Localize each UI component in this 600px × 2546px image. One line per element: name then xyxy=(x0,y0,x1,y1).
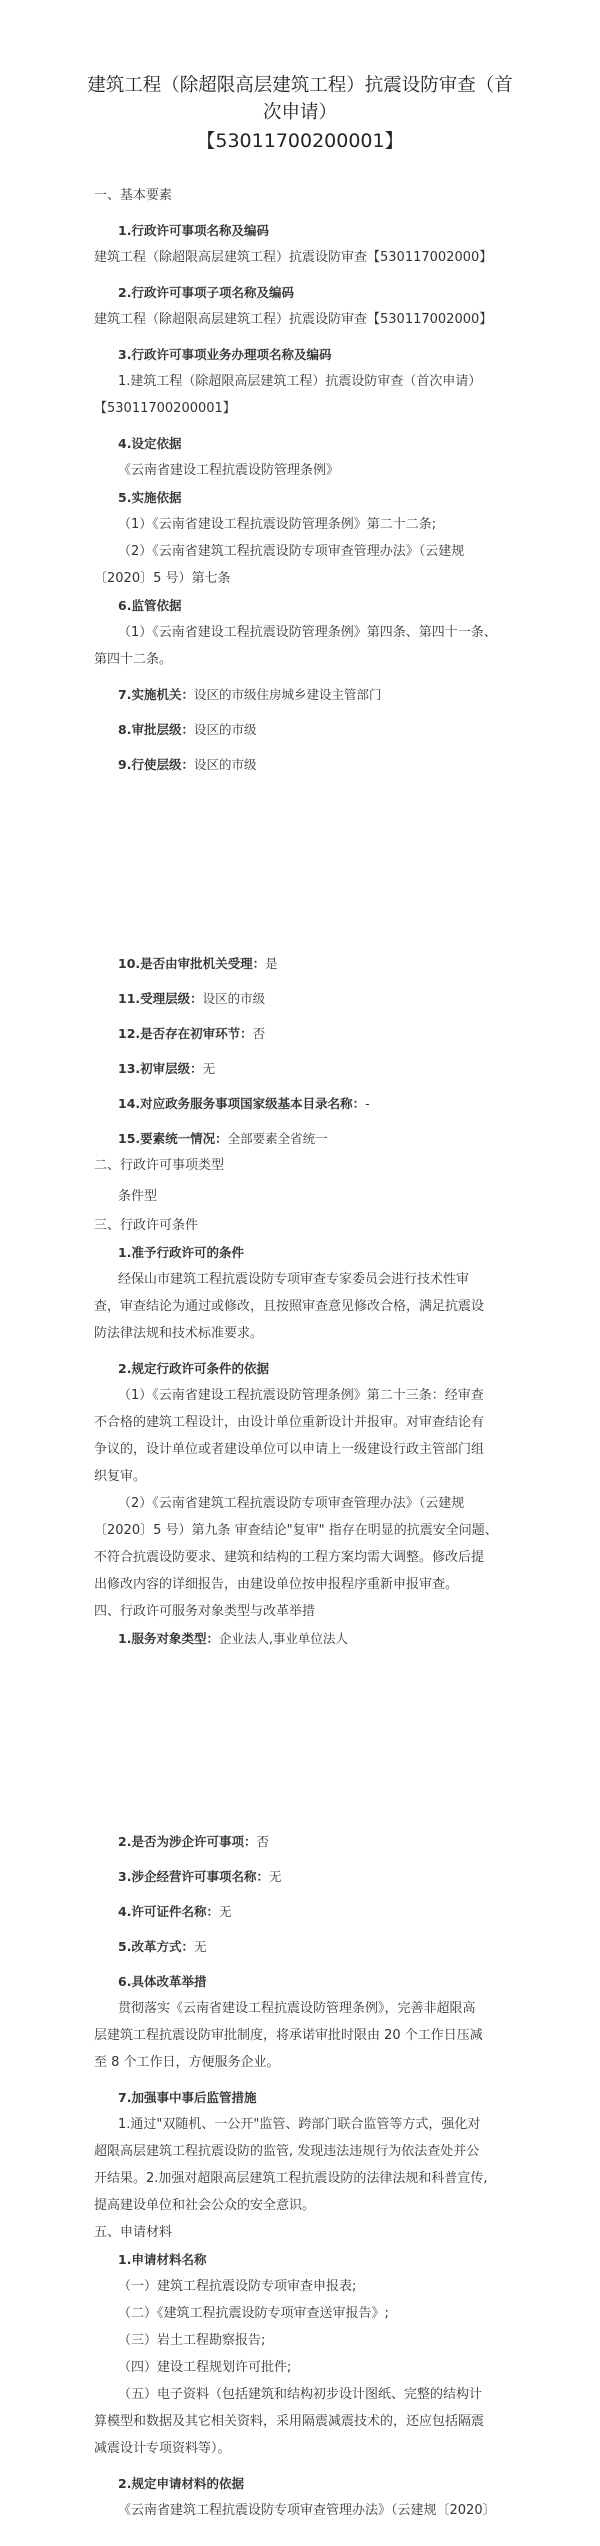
reform-5-value: 无 xyxy=(193,1939,207,1954)
condition-2-a-3: 争议的，设计单位或者建设单位可以申请上一级建设行政主管部门组 xyxy=(94,1442,485,1457)
reform-3 xyxy=(94,1863,513,1890)
item-8-value: 设区的市级 xyxy=(193,722,257,737)
condition-2-b-1: （2）《云南省建筑工程抗震设防专项审查管理办法》（云建规 xyxy=(118,1496,465,1511)
item-3-code: 【53011700200001】 xyxy=(94,401,236,416)
reform-5 xyxy=(94,1933,513,1960)
item-5-text-1: （1）《云南省建设工程抗震设防管理条例》第二十二条; xyxy=(118,517,437,532)
reform-6-label: 6.具体改革举措 xyxy=(118,1974,207,1989)
condition-1-line-1: 经保山市建筑工程抗震设防专项审查专家委员会进行技术性审 xyxy=(118,1272,470,1287)
section-heading-conditions: 三、行政许可条件 xyxy=(94,1218,199,1233)
condition-2-a-4: 织复审。 xyxy=(94,1469,147,1484)
item-8-label: 8.审批层级： xyxy=(118,722,194,737)
page-title xyxy=(60,72,540,126)
condition-1-line-3: 防法律法规和技术标准要求。 xyxy=(94,1326,264,1341)
reform-6-line-1: 贯彻落实《云南省建设工程抗震设防管理条例》，完善非超限高 xyxy=(118,2001,476,2016)
reform-4-label: 4.许可证件名称： xyxy=(118,1904,219,1919)
item-7-label: 7.实施机关： xyxy=(118,687,194,702)
material-item-b: （二）《建筑工程抗震设防专项审查送审报告》; xyxy=(118,2306,389,2321)
item-7 xyxy=(94,681,513,708)
item-9-label: 9.行使层级： xyxy=(118,757,194,772)
material-item-e-2: 算模型和数据及其它相关资料，采用隔震减震技术的，还应包括隔震 xyxy=(94,2414,485,2429)
condition-2-b-3: 不符合抗震设防要求、建筑和结构的工程方案均需大调整。修改后提 xyxy=(94,1550,485,1565)
reform-2-value: 否 xyxy=(256,1834,269,1849)
item-1-text: 建筑工程（除超限高层建筑工程）抗震设防审查【530117002000】 xyxy=(94,250,493,265)
item-13 xyxy=(94,1055,513,1082)
item-10-label: 10.是否由审批机关受理： xyxy=(118,956,266,971)
condition-2-b-2: 〔2020〕5 号）第九条 审查结论"复审" 指存在明显的抗震安全问题、 xyxy=(94,1523,498,1538)
item-10-value: 是 xyxy=(265,956,278,971)
item-9-value: 设区的市级 xyxy=(193,757,257,772)
title-block xyxy=(60,0,540,155)
condition-2-a-2: 不合格的建筑工程设计，由设计单位重新设计并报审。对审查结论有 xyxy=(94,1415,485,1430)
type-value: 条件型 xyxy=(118,1189,158,1204)
reform-4-value: 无 xyxy=(218,1904,232,1919)
item-3-label: 3.行政许可事项业务办理项名称及编码 xyxy=(118,347,332,362)
material-2-line-1: 《云南省建筑工程抗震设防专项审查管理办法》（云建规〔2020〕 xyxy=(118,2503,496,2518)
item-4-text: 《云南省建设工程抗震设防管理条例》 xyxy=(118,463,340,478)
item-13-label: 13.初审层级： xyxy=(118,1061,203,1076)
item-12 xyxy=(94,1020,513,1047)
section-heading-materials: 五、申请材料 xyxy=(94,2225,173,2240)
item-15-value: 全部要素全省统一 xyxy=(227,1131,328,1146)
item-15-label: 15.要素统一情况： xyxy=(118,1131,228,1146)
item-11-value: 设区的市级 xyxy=(202,991,266,1006)
item-3-text: 1.建筑工程（除超限高层建筑工程）抗震设防审查（首次申请） xyxy=(118,374,482,389)
item-11 xyxy=(94,985,513,1012)
material-2-label: 2.规定申请材料的依据 xyxy=(118,2476,244,2491)
item-8 xyxy=(94,716,513,743)
condition-2-b-4: 出修改内容的详细报告，由建设单位按申报程序重新申报审查。 xyxy=(94,1577,459,1592)
condition-2-label: 2.规定行政许可条件的依据 xyxy=(118,1361,269,1376)
item-15 xyxy=(94,1125,513,1152)
section-heading-service: 四、行政许可服务对象类型与改革举措 xyxy=(94,1604,316,1619)
item-14-label: 14.对应政务服务事项国家级基本目录名称： xyxy=(118,1096,366,1111)
condition-2-a-1: （1）《云南省建设工程抗震设防管理条例》第二十三条：经审查 xyxy=(118,1388,484,1403)
material-item-d: （四）建设工程规划许可批件; xyxy=(118,2360,292,2375)
reform-4 xyxy=(94,1898,513,1925)
title-line-2: 次申请） xyxy=(262,102,337,123)
material-item-e-1: （五）电子资料（包括建筑和结构初步设计图纸、完整的结构计 xyxy=(118,2387,483,2402)
reform-7-label: 7.加强事中事后监管措施 xyxy=(118,2090,257,2105)
blank-gap xyxy=(94,778,513,942)
item-12-label: 12.是否存在初审环节： xyxy=(118,1026,253,1041)
reform-7-line-2: 超限高层建筑工程抗震设防的监管, 发现违法违规行为依法查处并公 xyxy=(94,2144,480,2159)
reform-6-line-3: 至 8 个工作日，方便服务企业。 xyxy=(94,2055,280,2070)
item-6-label: 6.监管依据 xyxy=(118,598,182,613)
reform-6-line-2: 层建筑工程抗震设防审批制度，将承诺审批时限由 20 个工作日压减 xyxy=(94,2028,483,2043)
condition-1-line-2: 查，审查结论为通过或修改，且按照审查意见修改合格，满足抗震设 xyxy=(94,1299,485,1314)
material-item-e-3: 减震设计专项资料等）。 xyxy=(94,2441,231,2456)
material-item-a: （一）建筑工程抗震设防专项审查申报表; xyxy=(118,2279,357,2294)
reform-7-line-1: 1.通过"双随机、一公开"监管、跨部门联合监管等方式，强化对 xyxy=(118,2117,481,2132)
item-code: 【53011700200001】 xyxy=(196,130,404,152)
section-heading-basic: 一、基本要素 xyxy=(94,188,173,203)
reform-1 xyxy=(94,1625,513,1652)
document-body xyxy=(94,176,513,2524)
item-10 xyxy=(94,950,513,977)
item-14 xyxy=(94,1090,513,1117)
reform-1-value: 企业法人,事业单位法人 xyxy=(218,1631,348,1646)
item-5-label: 5.实施依据 xyxy=(118,490,182,505)
reform-1-label: 1.服务对象类型： xyxy=(118,1631,219,1646)
item-7-value: 设区的市级住房城乡建设主管部门 xyxy=(193,687,382,702)
item-2-label: 2.行政许可事项子项名称及编码 xyxy=(118,285,294,300)
item-12-value: 否 xyxy=(252,1026,266,1041)
reform-7-line-3: 开结果。2.加强对超限高层建筑工程抗震设防的法律法规和科普宣传, xyxy=(94,2171,488,2186)
item-6-text-2: 第四十二条。 xyxy=(94,652,173,667)
material-1-label: 1.申请材料名称 xyxy=(118,2252,207,2267)
reform-3-value: 无 xyxy=(268,1869,282,1884)
item-2-text: 建筑工程（除超限高层建筑工程）抗震设防审查【530117002000】 xyxy=(94,312,493,327)
reform-5-label: 5.改革方式： xyxy=(118,1939,194,1954)
item-4-label: 4.设定依据 xyxy=(118,436,182,451)
item-13-value: 无 xyxy=(202,1061,216,1076)
item-14-value: - xyxy=(365,1096,370,1111)
condition-1-label: 1.准予行政许可的条件 xyxy=(118,1245,244,1260)
item-11-label: 11.受理层级： xyxy=(118,991,203,1006)
title-line-1: 建筑工程（除超限高层建筑工程）抗震设防审查（首 xyxy=(87,75,513,96)
section-heading-type: 二、行政许可事项类型 xyxy=(94,1158,225,1173)
material-item-c: （三）岩土工程勘察报告; xyxy=(118,2333,266,2348)
item-5-text-2b: 〔2020〕5 号）第七条 xyxy=(94,571,231,586)
item-1-label: 1.行政许可事项名称及编码 xyxy=(118,223,269,238)
reform-2-label: 2.是否为涉企许可事项： xyxy=(118,1834,257,1849)
item-5-text-2a: （2）《云南省建筑工程抗震设防专项审查管理办法》（云建规 xyxy=(118,544,465,559)
blank-gap-2 xyxy=(94,1652,513,1820)
reform-2 xyxy=(94,1828,513,1855)
reform-7-line-4: 提高建设单位和社会公众的安全意识。 xyxy=(94,2198,316,2213)
item-6-text-1: （1）《云南省建设工程抗震设防管理条例》第四条、第四十一条、 xyxy=(118,625,497,640)
item-9 xyxy=(94,751,513,778)
reform-3-label: 3.涉企经营许可事项名称： xyxy=(118,1869,269,1884)
